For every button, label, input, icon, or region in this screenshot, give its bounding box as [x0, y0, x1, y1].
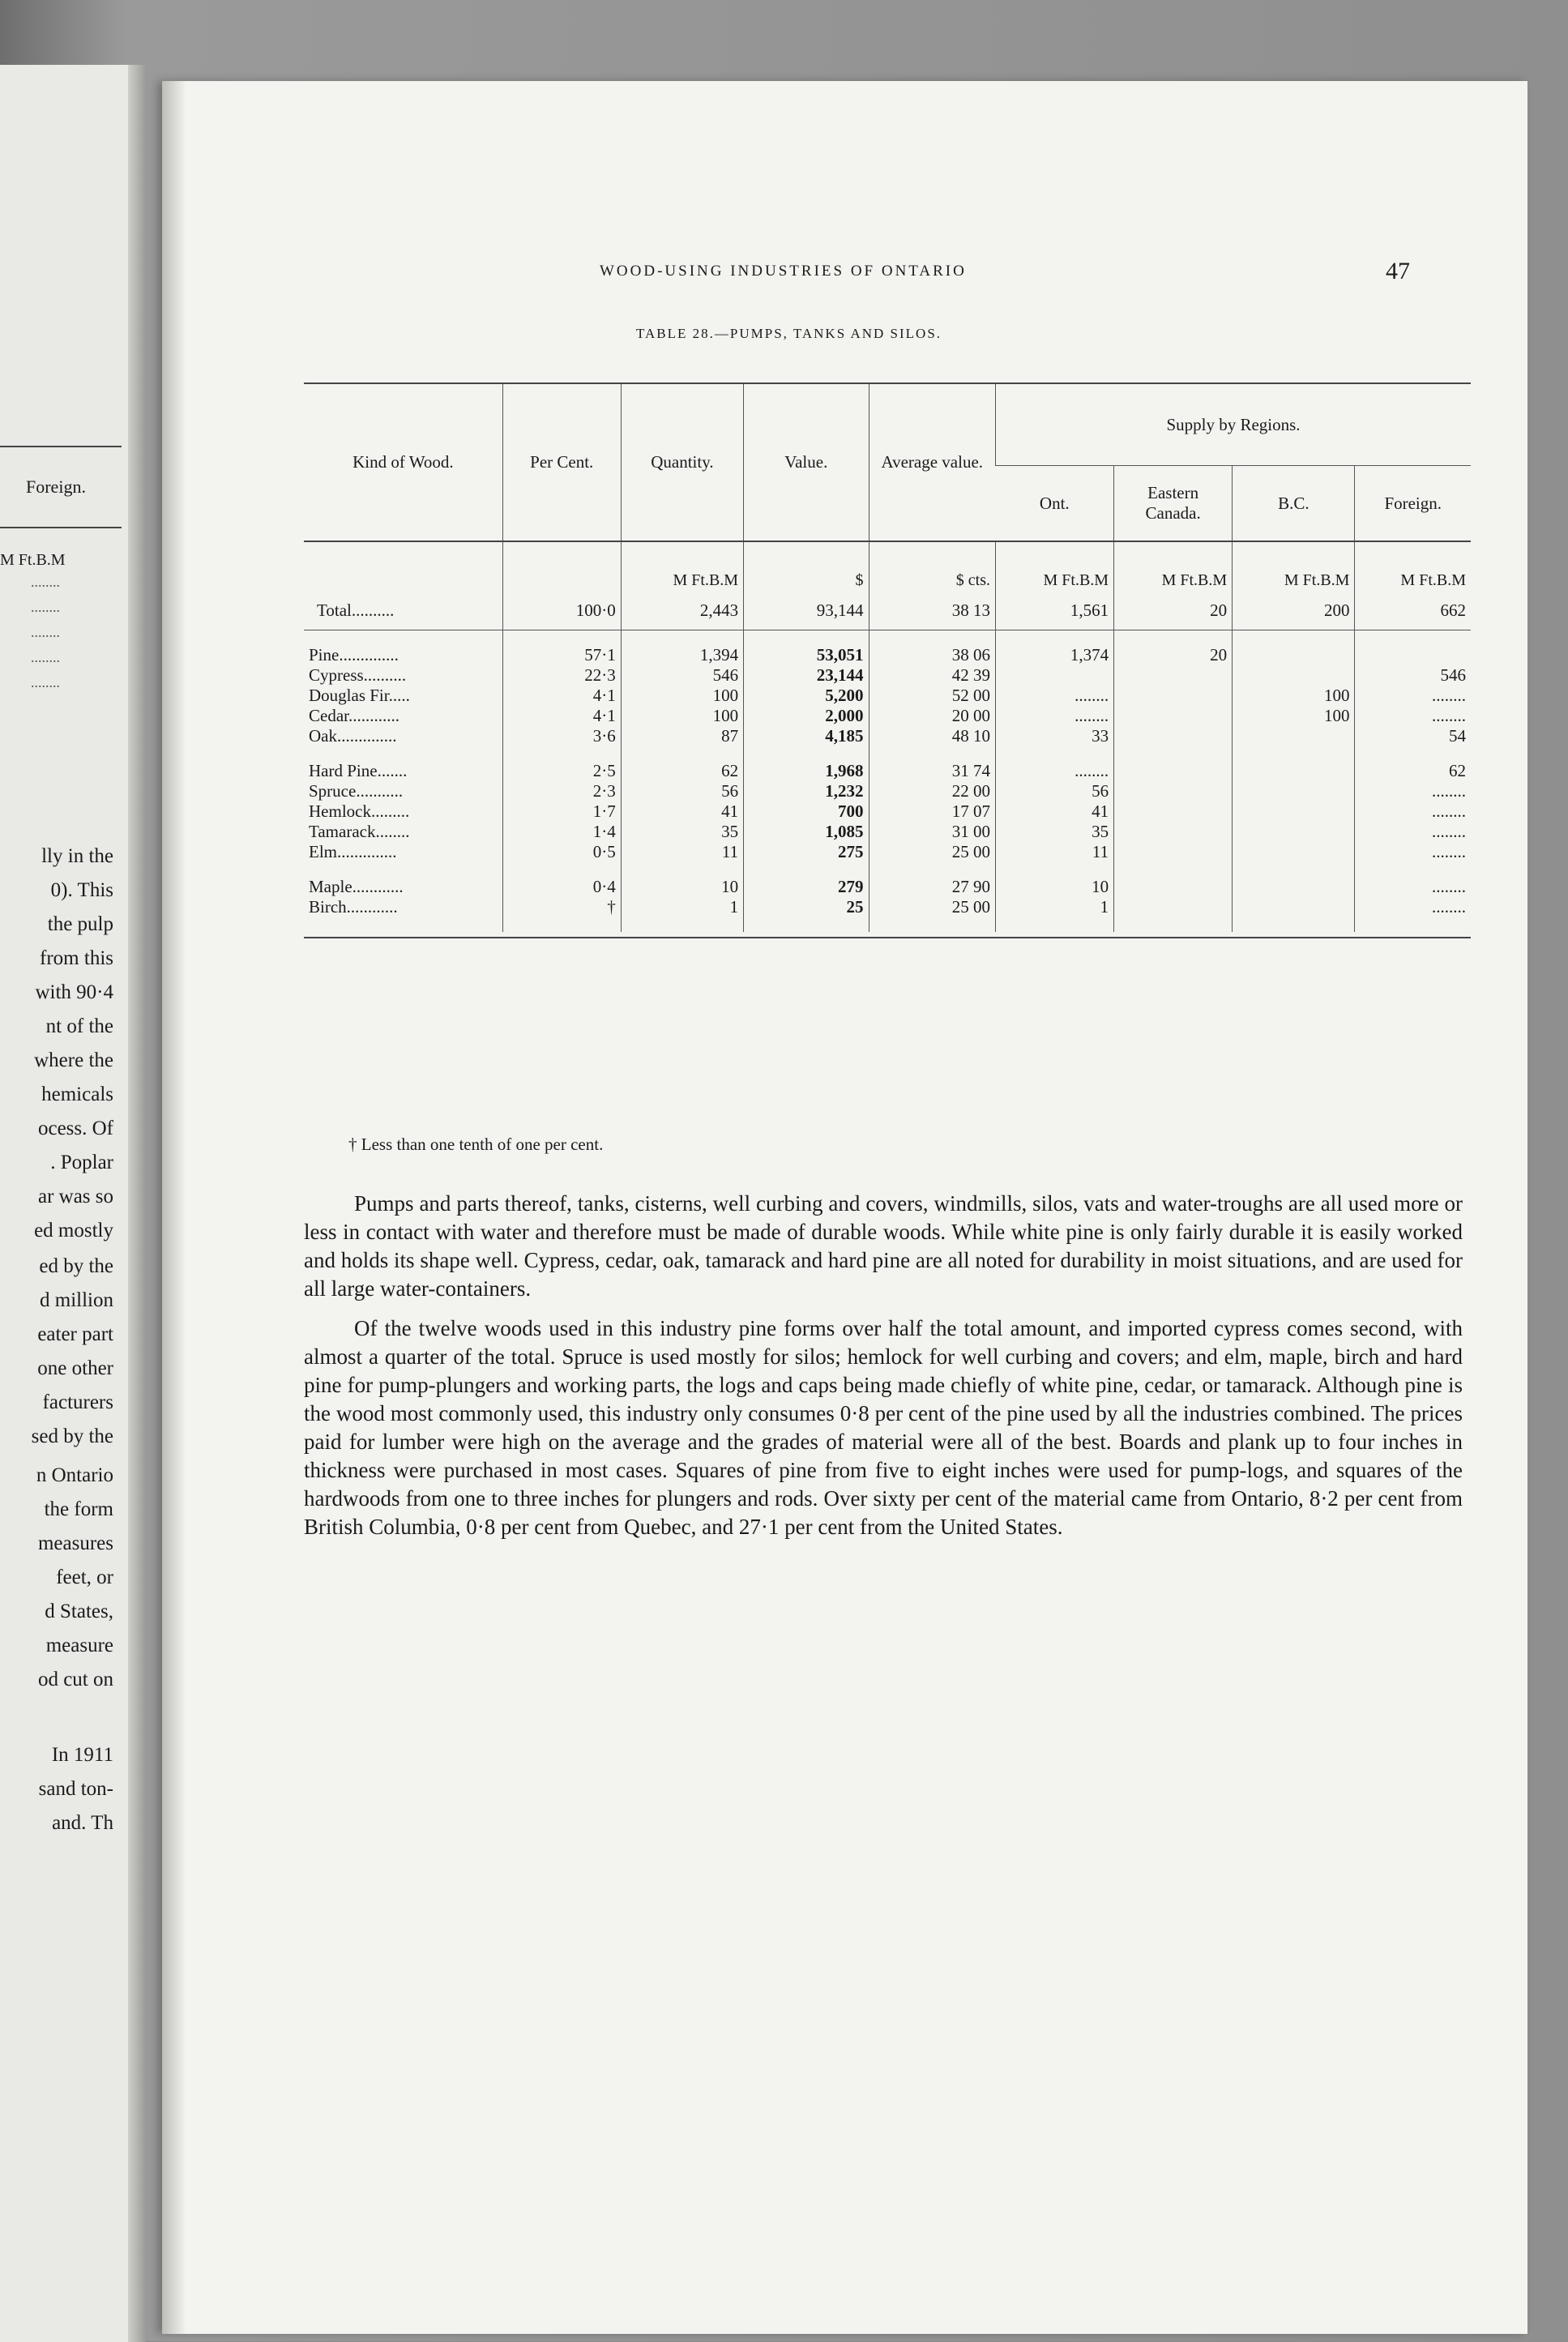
table-cell [996, 862, 1114, 877]
header-foreign: Foreign. [1355, 466, 1471, 542]
table-cell: † [502, 897, 621, 917]
table-cell: Cypress.......... [309, 665, 407, 685]
table-cell: 38 06 [869, 645, 996, 665]
table-cell [1355, 645, 1471, 665]
table-cell [1114, 862, 1233, 877]
table-cell: M Ft.B.M [1114, 541, 1233, 591]
table-cell [1114, 801, 1233, 822]
spacer-row [304, 630, 1471, 646]
table-cell: 20 00 [869, 706, 996, 726]
table-cell [1355, 862, 1471, 877]
left-text-line: ed mostly [34, 1220, 113, 1242]
table-cell: $ cts. [869, 541, 996, 591]
table-cell: Total.......... [304, 591, 502, 630]
paragraph-1: Pumps and parts thereof, tanks, cisterns, well curbing and covers, windmills, silos, vats and water-troughs are all used more or less in contact with water and therefore must be made of durable woods. While white pine is only fairly durable it is easily worked and holds its shape well. Cypress, cedar, oak, tamarack and hard pine are all noted for durability in moist situations, and are used for all large water-containers. [304, 1191, 1463, 1301]
left-page-fragment [0, 65, 146, 2342]
table-cell: 11 [621, 842, 743, 862]
table-cell [304, 917, 502, 932]
table-cell: 56 [996, 781, 1114, 801]
table-cell [869, 630, 996, 646]
table-row [304, 761, 1471, 781]
table-cell: 48 10 [869, 726, 996, 746]
table-cell [996, 917, 1114, 932]
table-cell [621, 862, 743, 877]
table-cell: ........ [1355, 801, 1471, 822]
table-cell: 0·4 [502, 877, 621, 897]
table-cell: 41 [996, 801, 1114, 822]
table-cell [744, 917, 869, 932]
left-text-line: eater part [37, 1323, 113, 1345]
table-cell [1233, 726, 1355, 746]
table-cell: 279 [744, 877, 869, 897]
table-cell: 1,394 [621, 645, 743, 665]
table-cell [1114, 706, 1233, 726]
table-cell: 275 [744, 842, 869, 862]
spacer-row [304, 862, 1471, 877]
table-cell: 700 [744, 801, 869, 822]
table-cell [502, 541, 621, 591]
table-cell: 54 [1355, 726, 1471, 746]
table-cell [1233, 877, 1355, 897]
table-cell: 100·0 [502, 591, 621, 630]
table-row [304, 897, 1471, 917]
table-cell: 100 [621, 706, 743, 726]
table-cell: 62 [1355, 761, 1471, 781]
table-cell [304, 746, 502, 761]
table-cell [1233, 746, 1355, 761]
table-cell: M Ft.B.M [996, 541, 1114, 591]
table-cell: 52 00 [869, 686, 996, 706]
table-footnote: † Less than one tenth of one per cent. [348, 1135, 604, 1154]
table-cell: 27 90 [869, 877, 996, 897]
table-cell: 3·6 [502, 726, 621, 746]
table-cell [621, 630, 743, 646]
table-cell: M Ft.B.M [1355, 541, 1471, 591]
table-cell: Hard Pine....... [309, 761, 408, 780]
table-cell [1114, 842, 1233, 862]
units-row [304, 541, 1471, 591]
table-cell [304, 541, 502, 591]
table-row [304, 726, 1471, 746]
table-cell: 1,968 [744, 761, 869, 781]
table-cell: 25 00 [869, 897, 996, 917]
table-cell [1233, 645, 1355, 665]
table-cell [1233, 781, 1355, 801]
left-text-line: with 90·4 [35, 981, 113, 1003]
left-text-line: one other [37, 1357, 113, 1379]
table-cell [1233, 897, 1355, 917]
table-row [304, 842, 1471, 862]
header-average-value: Average value. [869, 383, 996, 541]
total-row [304, 591, 1471, 630]
left-text-line: feet, or [56, 1566, 113, 1588]
left-text-line: ........ [31, 649, 60, 665]
left-text-block-3 [0, 1459, 113, 1697]
left-table-dot-rows [0, 570, 122, 695]
table-cell: 20 [1114, 591, 1233, 630]
left-text-line: the form [44, 1498, 113, 1520]
left-text-line: . Poplar [50, 1152, 113, 1173]
table-cell [1355, 917, 1471, 932]
table-cell: 1,374 [996, 645, 1114, 665]
table-cell [1233, 842, 1355, 862]
table-cell: 546 [1355, 665, 1471, 686]
table-cell [1114, 897, 1233, 917]
table-cell [1114, 822, 1233, 842]
table-cell [1114, 917, 1233, 932]
table-cell [304, 630, 502, 646]
left-text-block-4 [0, 1738, 113, 1840]
book-page [162, 81, 1527, 2334]
left-text-line: ar was so [37, 1186, 113, 1207]
table-row [304, 801, 1471, 822]
left-text-line: measures [37, 1532, 113, 1554]
table-cell: 93,144 [744, 591, 869, 630]
table-cell [1233, 761, 1355, 781]
table-cell: 62 [621, 761, 743, 781]
table-row [304, 686, 1471, 706]
left-text-line: od cut on [37, 1669, 113, 1690]
running-head: WOOD-USING INDUSTRIES OF ONTARIO [600, 263, 967, 280]
table-cell: ........ [996, 761, 1114, 781]
table-cell [869, 917, 996, 932]
header-ont: Ont. [996, 466, 1114, 542]
table-cell [621, 746, 743, 761]
paragraph-2: Of the twelve woods used in this industry pine forms over half the total amount, and imported cypress comes second, with almost a quarter of the total. Spruce is used mostly for silos; hemlock for well curbing and covers; and elm, maple, birch and hard pine for pump-plungers and working parts, the logs and caps being made chiefly of white pine, cedar, or tamarack. Although pine is the wood most commonly used, this industry only consumes 0·8 per cent of the pine used by all the industries combined. The prices paid for lumber were high on the average and the grades of material were all of the best. Boards and plank up to four inches in thickness were purchased in most cases. Squares of pine from five to eight inches were used for pump-logs, and squares of the hardwoods from one to three inches for plungers and rods. Over sixty per cent of the material came from Ontario, 8·2 per cent from British Columbia, 0·8 per cent from Quebec, and 27·1 per cent from the United States. [304, 1316, 1463, 1539]
table-cell: 35 [996, 822, 1114, 842]
table-cell: 41 [621, 801, 743, 822]
table-cell: 31 00 [869, 822, 996, 842]
table-row [304, 877, 1471, 897]
header-quantity: Quantity. [621, 383, 743, 541]
table-cell: 87 [621, 726, 743, 746]
left-text-line: sed by the [31, 1425, 113, 1447]
table-cell [996, 630, 1114, 646]
table-cell: 0·5 [502, 842, 621, 862]
table-cell: Tamarack........ [309, 822, 410, 841]
left-text-line: hemicals [41, 1083, 113, 1105]
left-text-line: ocess. Of [37, 1118, 113, 1139]
book-gutter [128, 65, 146, 2342]
table-cell [1233, 822, 1355, 842]
table-cell [502, 862, 621, 877]
body-text [304, 1190, 1463, 1553]
table-row [304, 781, 1471, 801]
table-row [304, 665, 1471, 686]
table-cell [744, 746, 869, 761]
table-cell [1233, 665, 1355, 686]
table-cell [1355, 746, 1471, 761]
page-number: 47 [1386, 258, 1410, 284]
table-cell [1233, 862, 1355, 877]
table-cell: 4·1 [502, 706, 621, 726]
header-eastern-canada: Eastern Canada. [1114, 466, 1233, 542]
table-cell [1114, 746, 1233, 761]
left-text-line: from this [40, 947, 113, 969]
left-table-fragment [0, 446, 122, 695]
left-table-header: Foreign. [0, 446, 122, 528]
table-cell [304, 862, 502, 877]
table-cell: 1,232 [744, 781, 869, 801]
table-cell: 17 07 [869, 801, 996, 822]
left-text-line: facturers [42, 1391, 113, 1413]
spacer-row [304, 746, 1471, 761]
table-cell [1233, 630, 1355, 646]
table-cell: 57·1 [502, 645, 621, 665]
table-cell: 25 00 [869, 842, 996, 862]
table-cell: 1·7 [502, 801, 621, 822]
table-row [304, 645, 1471, 665]
table-cell: M Ft.B.M [621, 541, 743, 591]
table-cell: 23,144 [744, 665, 869, 686]
spacer-row [304, 917, 1471, 932]
left-text-line: n Ontario [36, 1464, 113, 1486]
table-cell: 2,443 [621, 591, 743, 630]
table-cell [869, 746, 996, 761]
table-cell [1114, 781, 1233, 801]
table-cell: ........ [996, 706, 1114, 726]
header-per-cent: Per Cent. [502, 383, 621, 541]
table-cell [1114, 665, 1233, 686]
table-cell: Maple............ [309, 877, 404, 896]
table-cell [502, 917, 621, 932]
left-text-line: 0). This [50, 879, 113, 901]
table-cell: 5,200 [744, 686, 869, 706]
table-cell: 22·3 [502, 665, 621, 686]
table-bottom-rule [304, 937, 1471, 938]
table-cell: ........ [1355, 897, 1471, 917]
wood-table-body [304, 541, 1471, 932]
table-cell: 200 [1233, 591, 1355, 630]
table-cell: 25 [744, 897, 869, 917]
left-text-line: ........ [31, 674, 60, 690]
left-text-line: sand ton- [38, 1778, 113, 1800]
table-cell: ........ [1355, 706, 1471, 726]
table-cell: Elm.............. [309, 842, 397, 861]
table-cell: Cedar............ [309, 706, 399, 725]
table-cell: 1,561 [996, 591, 1114, 630]
table-cell: 546 [621, 665, 743, 686]
table-cell: Birch............ [309, 897, 398, 917]
table-cell: 100 [1233, 686, 1355, 706]
table-cell [1114, 630, 1233, 646]
table-cell: 33 [996, 726, 1114, 746]
table-cell: 31 74 [869, 761, 996, 781]
table-title: TABLE 28.—PUMPS, TANKS AND SILOS. [636, 326, 942, 341]
table-cell [621, 917, 743, 932]
table-cell: 1,085 [744, 822, 869, 842]
table-cell: 53,051 [744, 645, 869, 665]
table-cell: 56 [621, 781, 743, 801]
table-cell [996, 746, 1114, 761]
table-cell: 2·5 [502, 761, 621, 781]
header-value: Value. [744, 383, 869, 541]
left-text-line: and. Th [52, 1812, 113, 1834]
table-cell [502, 746, 621, 761]
table-cell: ........ [1355, 877, 1471, 897]
table-cell: $ [744, 541, 869, 591]
table-cell [1114, 877, 1233, 897]
table-cell [744, 630, 869, 646]
left-text-line: nt of the [45, 1015, 113, 1037]
table-cell: ........ [1355, 781, 1471, 801]
table-cell: 1 [996, 897, 1114, 917]
table-cell: 4,185 [744, 726, 869, 746]
table-cell: 22 00 [869, 781, 996, 801]
table-cell: 1·4 [502, 822, 621, 842]
table-cell: 1 [621, 897, 743, 917]
table-row [304, 706, 1471, 726]
left-text-line: the pulp [47, 913, 113, 935]
table-row [304, 822, 1471, 842]
left-text-block-2 [0, 1250, 113, 1454]
table-cell: Douglas Fir..... [309, 686, 410, 705]
table-cell: Oak.............. [309, 726, 397, 746]
left-text-line: In 1911 [51, 1744, 113, 1766]
table-cell [1114, 761, 1233, 781]
left-text-line: d States, [45, 1601, 113, 1622]
table-cell [996, 665, 1114, 686]
wood-table [304, 382, 1471, 938]
left-table-unit: M Ft.B.M [0, 551, 66, 569]
left-text-line: ed by the [39, 1255, 113, 1277]
table-cell: ........ [1355, 822, 1471, 842]
left-text-line: ........ [31, 574, 60, 590]
table-cell: 11 [996, 842, 1114, 862]
left-text-line: ........ [31, 624, 60, 640]
left-text-block-1 [0, 840, 113, 1248]
table-cell [869, 862, 996, 877]
header-bc: B.C. [1233, 466, 1355, 542]
table-cell: Pine.............. [309, 645, 399, 665]
table-cell [1114, 726, 1233, 746]
table-cell: 2,000 [744, 706, 869, 726]
table-cell: 38 13 [869, 591, 996, 630]
left-text-line: measure [45, 1635, 113, 1656]
table-cell [1355, 630, 1471, 646]
table-cell: 10 [621, 877, 743, 897]
table-cell: 662 [1355, 591, 1471, 630]
table-cell: M Ft.B.M [1233, 541, 1355, 591]
left-text-line: lly in the [41, 845, 113, 867]
table-cell [1233, 917, 1355, 932]
header-supply-by-regions: Supply by Regions. [996, 383, 1471, 466]
table-cell: 10 [996, 877, 1114, 897]
table-cell [1233, 801, 1355, 822]
table-cell: ........ [1355, 842, 1471, 862]
page-spine-shadow [162, 81, 185, 2334]
table-cell: Hemlock......... [309, 801, 410, 821]
table-cell: Spruce........... [309, 781, 404, 801]
table-cell: 35 [621, 822, 743, 842]
table-cell: 4·1 [502, 686, 621, 706]
left-text-line: where the [34, 1049, 113, 1071]
table-cell: 100 [621, 686, 743, 706]
table-cell: ........ [996, 686, 1114, 706]
table-cell [1114, 686, 1233, 706]
header-kind-of-wood: Kind of Wood. [304, 383, 502, 541]
table-cell [744, 862, 869, 877]
table-cell: 42 39 [869, 665, 996, 686]
left-text-line: d million [40, 1289, 113, 1311]
table-cell: 100 [1233, 706, 1355, 726]
table-cell: 20 [1114, 645, 1233, 665]
table-cell: 2·3 [502, 781, 621, 801]
left-text-line: ........ [31, 599, 60, 615]
table-cell: ........ [1355, 686, 1471, 706]
table-cell [502, 630, 621, 646]
